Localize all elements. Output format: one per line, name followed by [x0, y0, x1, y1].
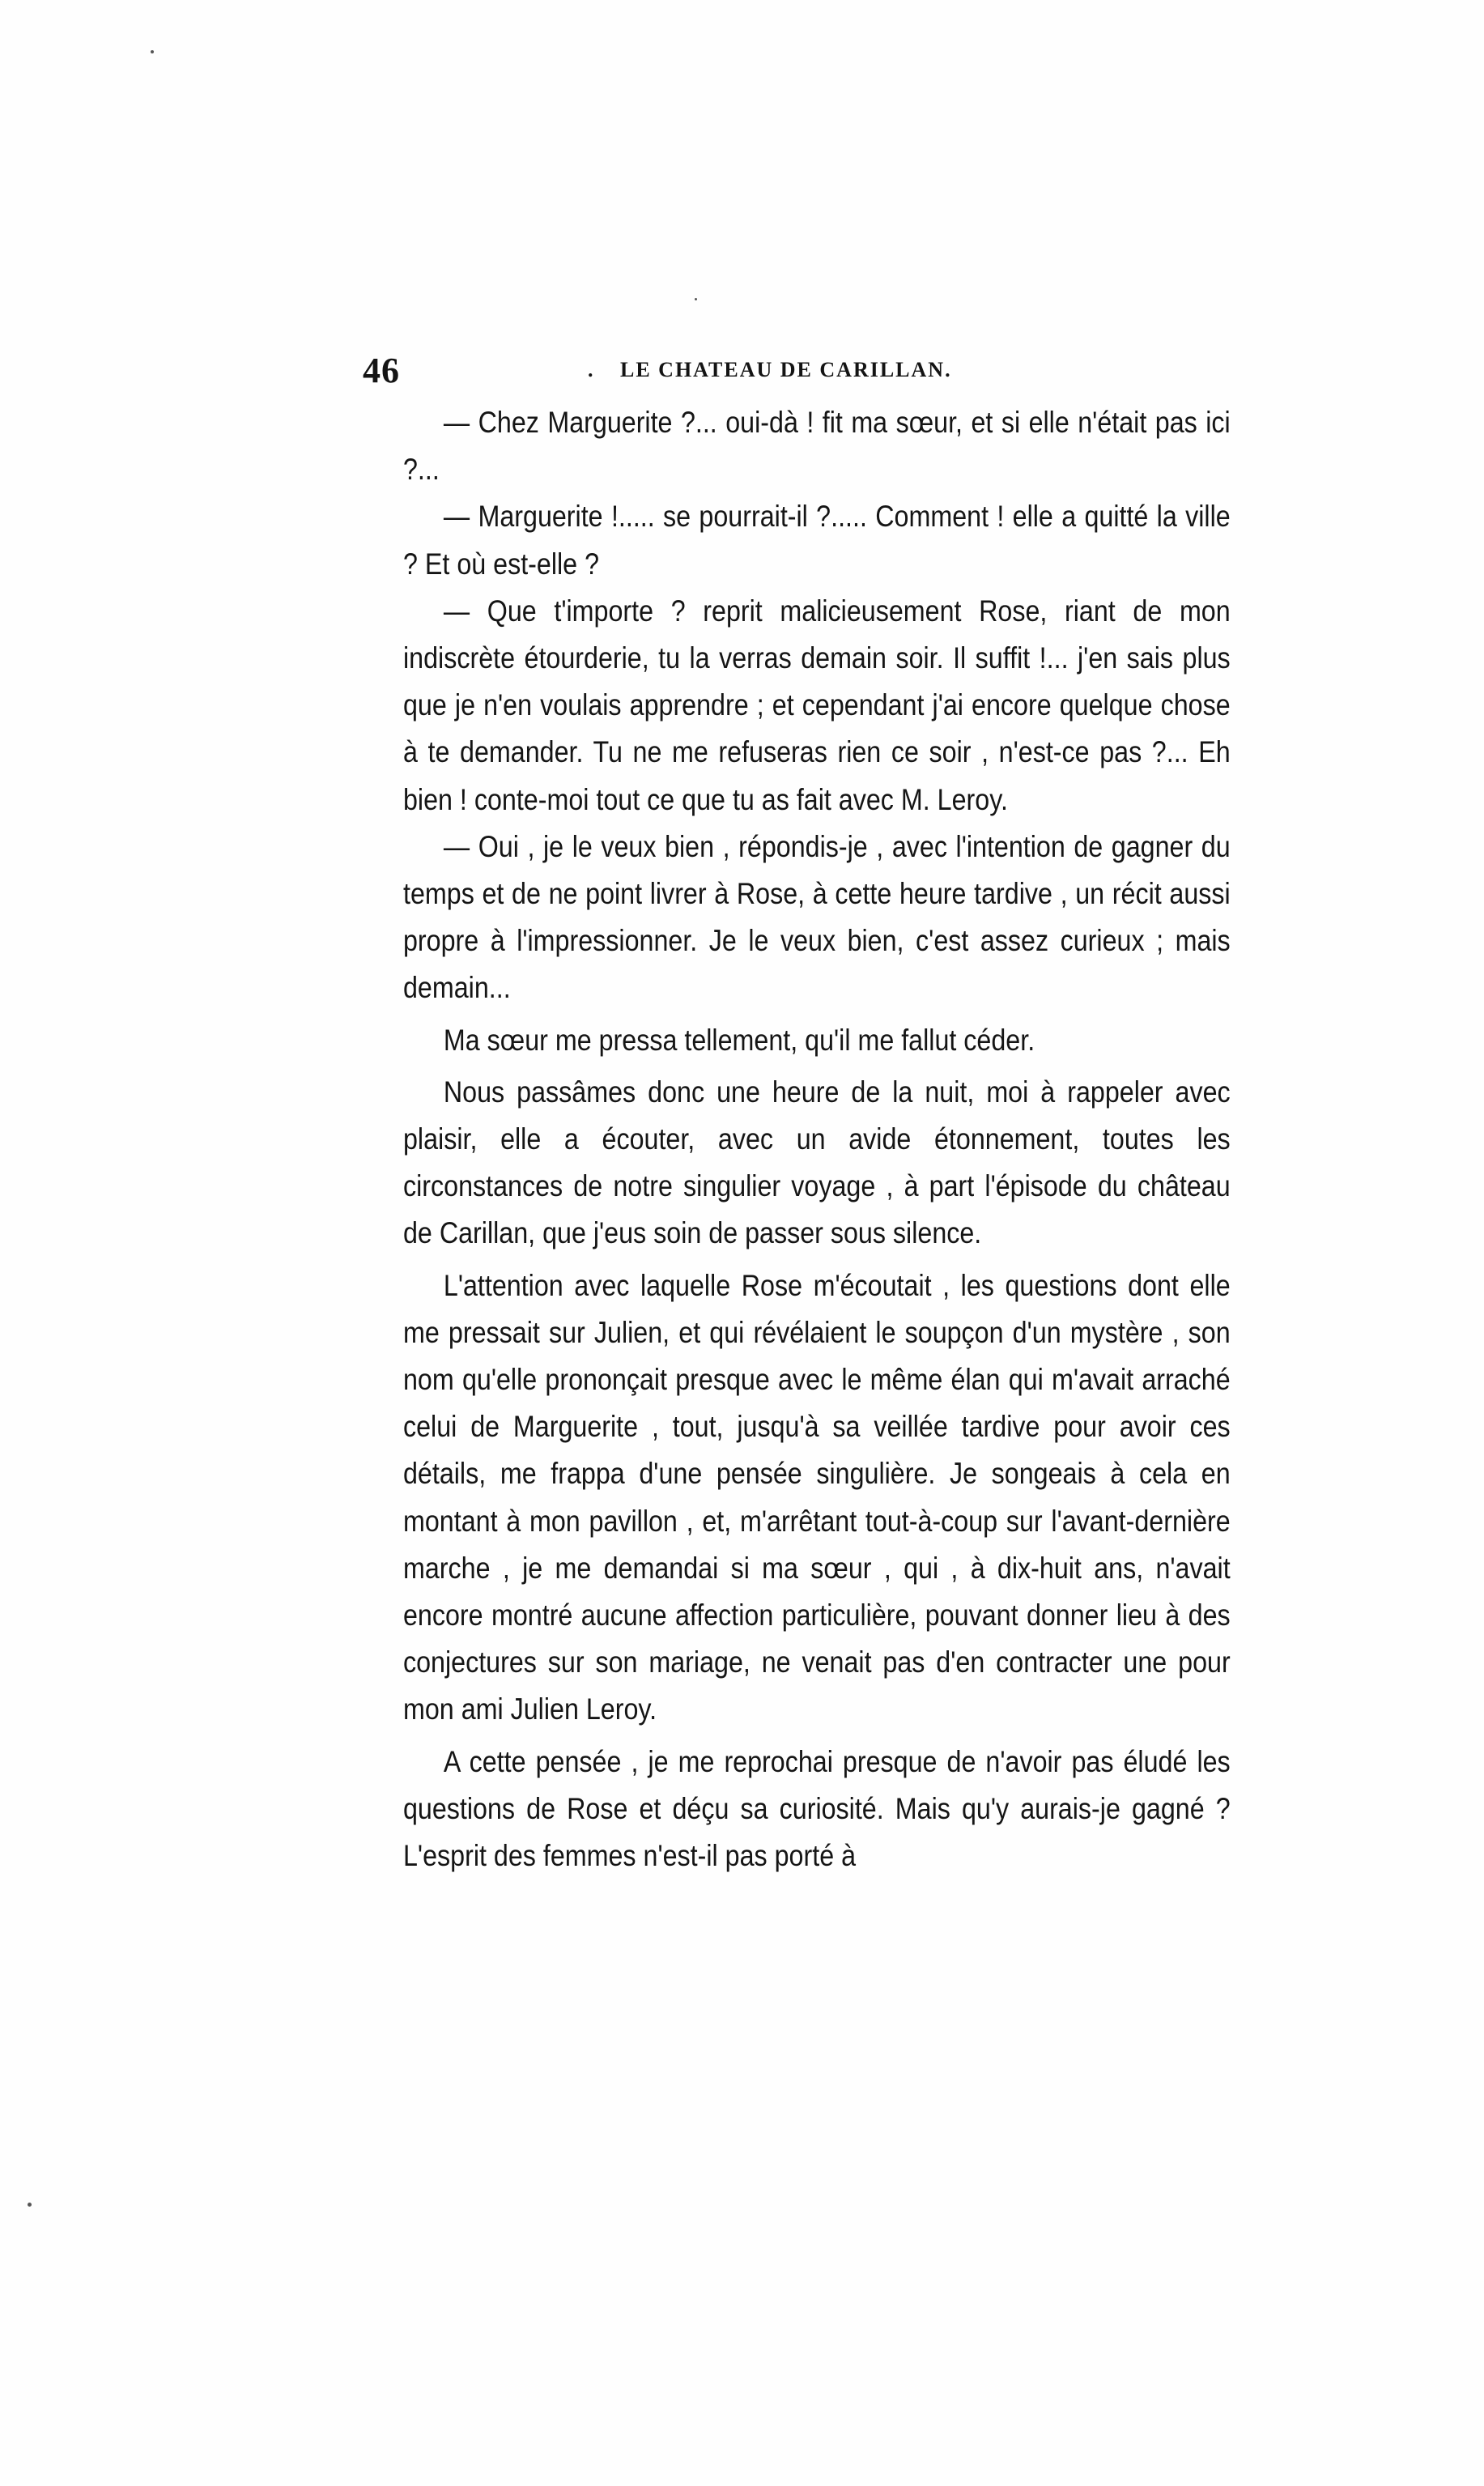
page-number: 46	[363, 351, 400, 390]
paragraph: Nous passâmes donc une heure de la nuit, moi à rappeler avec plaisir, elle a écouter, avec un avide étonnement, toutes les circonstances de notre singulier voyage , à part l'épisode du château de Carillan, que j'eus soin de passer sous silence.	[403, 1074, 1231, 1250]
header-dot: .	[588, 358, 593, 381]
paragraph: A cette pensée , je me reprochai presque de n'avoir pas éludé les questions de Rose et déçu sa curiosité. Mais qu'y aurais-je gagné ? L'esprit des femmes n'est-il pas porté à	[403, 1743, 1231, 1873]
print-speck	[695, 298, 697, 300]
running-title: LE CHATEAU DE CARILLAN.	[620, 358, 952, 381]
paragraph: — Oui , je le veux bien , répondis-je , avec l'intention de gagner du temps et de ne point livrer à Rose, à cette heure tardive , un récit aussi propre à l'impressionner. Je le veux bien, c'est assez curieux ; mais demain...	[403, 828, 1231, 1005]
paragraph: Ma sœur me pressa tellement, qu'il me fallut céder.	[443, 1022, 1035, 1057]
paragraph: L'attention avec laquelle Rose m'écoutait , les questions dont elle me pressait sur Julien, et qui révélaient le soupçon d'un mystère , son nom qu'elle prononçait presque avec le même élan qui m'avait arraché celui de Marguerite , tout, jusqu'à sa veillée tardive pour avoir ces détails, me frappa d'une pensée singulière. Je songeais à cela en montant à mon pavillon , et, m'arrêtant tout-à-coup sur l'avant-dernière marche , je me demandai si ma sœur , qui , à dix-huit ans, n'avait encore montré aucune affection particulière, pouvant donner lieu à des conjectures sur son mariage, ne venait pas d'en contracter une pour mon ami Julien Leroy.	[403, 1267, 1231, 1726]
paragraph: — Marguerite !..... se pourrait-il ?..... Comment ! elle a quitté la ville ? Et où est-elle ?	[403, 499, 1231, 581]
paragraph: — Chez Marguerite ?... oui-dà ! fit ma sœur, et si elle n'était pas ici ?...	[403, 405, 1231, 487]
print-speck	[28, 2203, 32, 2207]
print-speck	[151, 50, 154, 53]
paragraph: — Que t'importe ? reprit malicieusement Rose, riant de mon indiscrète étourderie, tu la verras demain soir. Il suffit !... j'en sais plus que je n'en voulais apprendre ; et cependant j'ai encore quelque chose à te demander. Tu ne me refuseras rien ce soir , n'est-ce pas ?... Eh bien ! conte-moi tout ce que tu as fait avec M. Leroy.	[403, 593, 1231, 816]
body-text	[403, 398, 1231, 1879]
page-header	[363, 350, 1231, 398]
